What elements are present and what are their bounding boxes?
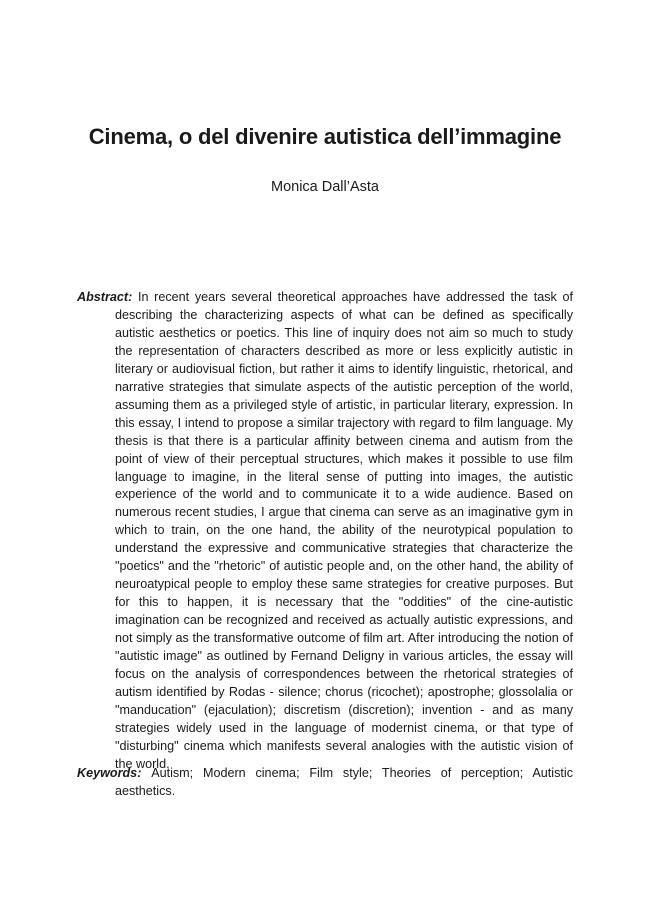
keywords-label: Keywords: bbox=[77, 766, 152, 780]
paper-title: Cinema, o del divenire autistica dell’immagine bbox=[88, 124, 562, 149]
abstract-paragraph bbox=[77, 289, 573, 774]
abstract-text: In recent years several theoretical approaches have addressed the task of describing the characterizing aspects of what can be defined as specifically autistic aesthetics or poetics. This line of inquiry does not aim so much to study the representation of characters described as more or less explicitly autistic in literary or audiovisual fiction, but rather it aims to identify linguistic, rhetorical, and narrative strategies that simulate aspects of the autistic perception of the world, assuming them as a privileged style of artistic, in particular literary, expression. In this essay, I intend to propose a similar trajectory with regard to film language. My thesis is that there is a particular affinity between cinema and autism from the point of view of their perceptual structures, which makes it possible to use film language to imagine, in the literal sense of putting into images, the autistic experience of the world and to communicate it to a wide audience. Based on numerous recent studies, I argue that cinema can serve as an imaginative gym in which to train, on the one hand, the ability of the neurotypical population to understand the expressive and communicative strategies that characterize the "poetics" and the "rhetoric" of autistic people and, on the other hand, the ability of neuroatypical people to employ these same strategies for creative purposes. But for this to happen, it is necessary that the "oddities" of the cine-autistic imagination can be recognized and received as actually autistic expressions, and not simply as the transformative outcome of film art. After introducing the notion of "autistic image" as outlined by Fernand Deligny in various articles, the essay will focus on the analysis of correspondences between the rhetorical strategies of autism identified by Rodas - silence; chorus (ricochet); apostrophe; glossolalia or "manducation" (ejaculation); discretism (discretion); invention - and as many strategies widely used in the language of modernist cinema, or that type of "disturbing" cinema which manifests several analogies with the autistic vision of the world. bbox=[115, 290, 573, 771]
keywords-text: Autism; Modern cinema; Film style; Theories of perception; Autistic aesthetics. bbox=[115, 766, 573, 798]
paper-author: Monica Dall’Asta bbox=[271, 179, 379, 195]
abstract-label: Abstract: bbox=[77, 290, 138, 304]
keywords-paragraph bbox=[77, 765, 573, 801]
